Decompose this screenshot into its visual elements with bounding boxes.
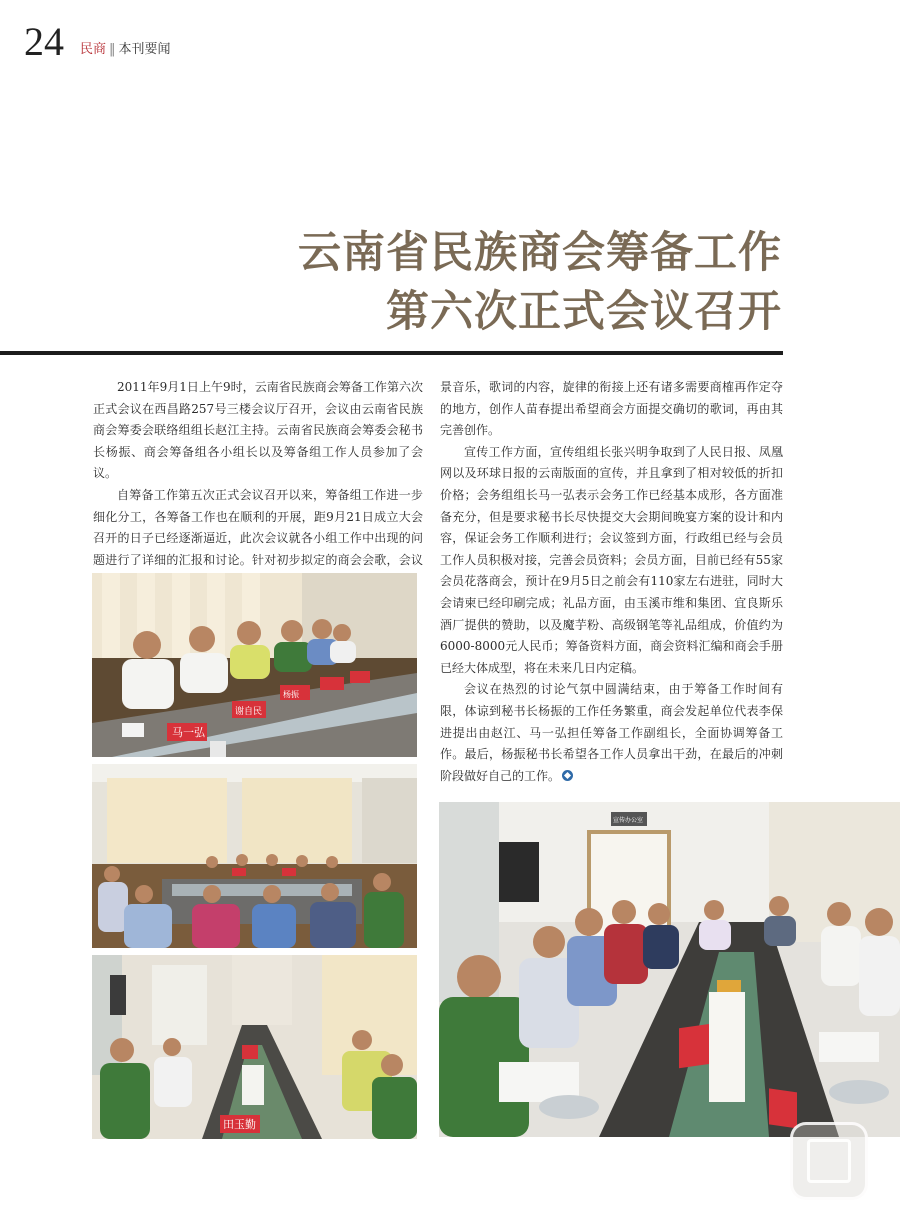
paragraph: 宣传工作方面，宣传组组长张兴明争取到了人民日报、凤凰网以及环球日报的云南版面的宣传，并且拿到了相对较低的折扣价格；会务组组长马一弘表示会务工作已经基本成形，各方面准备充分，但是要求秘书长尽快提交大会期间晚宴方案的设计和内容，保证会务工作顺利进行；会议签到方面，行政组已经与会员工作人员积极对接，完善会员资料；会员方面，目前已经有55家会员花落商会，预计在9月5日之前会有110家左右进驻，同时大会请柬已经印刷完成；礼品方面，由玉溪市维和集团、宜良斯乐酒厂提供的赞助，以及魔芋粉、高级钢笔等礼品组成，价值约为6000-8000元人民币；筹备资料方面，商会资料汇编和商会手册已经大体成型，将在未来几日内定稿。 <box>440 444 783 675</box>
nameplate-text: 田玉勤 <box>223 1118 256 1131</box>
article-title-line-1: 云南省民族商会筹备工作 <box>298 228 782 278</box>
paragraph-text: 会议在热烈的讨论气氛中圆满结束，由于筹备工作时间有限，体谅到秘书长杨振的工作任务繁重，商会发起单位代表李保进提出由赵江、马一弘担任筹备工作副组长，全面协调筹备工作。最后，杨振秘书长希望各工作人员拿出干劲，在最后的冲刺阶段做好自己的工作。 <box>440 682 783 783</box>
paragraph-last <box>440 679 783 787</box>
paragraph-continuation: 景音乐，歌词的内容，旋律的衔接上还有诸多需要商榷再作定夺的地方，创作人苗春提出希望商会方面提交确切的歌词，再由其完善创作。 <box>440 380 783 438</box>
article-title-line-2: 第六次正式会议召开 <box>386 287 782 337</box>
magazine-brand: 民商 <box>80 42 107 57</box>
meeting-photo-2 <box>92 764 417 948</box>
paragraph: 2011年9月1日上午9时，云南省民族商会筹备工作第六次正式会议在西昌路257号三楼会议厅召开，会议由云南省民族商会筹委会联络组组长赵江主持。云南省民族商会筹委会秘书长杨振、商会筹备组各小组长以及筹备组工作人员参加了会议。 <box>93 380 423 481</box>
title-rule <box>0 351 783 355</box>
article-end-icon <box>562 770 573 781</box>
nameplate-text: 杨振 <box>283 690 299 699</box>
paragraph: 自筹备工作第五次正式会议召开以来，筹备组工作进一步细化分工，各筹备工作也在顺利的开展，距9月21日成立大会召开的日子已经逐渐逼近，此次会议就各小组工作中出现的问题进行了详细的汇报和讨论。针对初步拟定的商会会歌，会议 <box>93 487 423 567</box>
magazine-logo-icon <box>790 1122 868 1200</box>
nameplate-text: 马一弘 <box>172 726 205 739</box>
meeting-photo-1 <box>92 573 417 757</box>
nameplate-text: 谢自民 <box>235 707 263 717</box>
meeting-photo-3 <box>92 955 417 1139</box>
article-column-right <box>440 377 783 787</box>
running-header <box>80 42 171 58</box>
header-separator: ‖ <box>109 42 116 57</box>
meeting-photo-4 <box>439 802 900 1137</box>
page-number: 24 <box>24 19 64 64</box>
section-name: 本刊要闻 <box>118 42 171 57</box>
article-column-left <box>93 377 423 593</box>
door-sign-text: 宣传办公室 <box>613 817 644 824</box>
